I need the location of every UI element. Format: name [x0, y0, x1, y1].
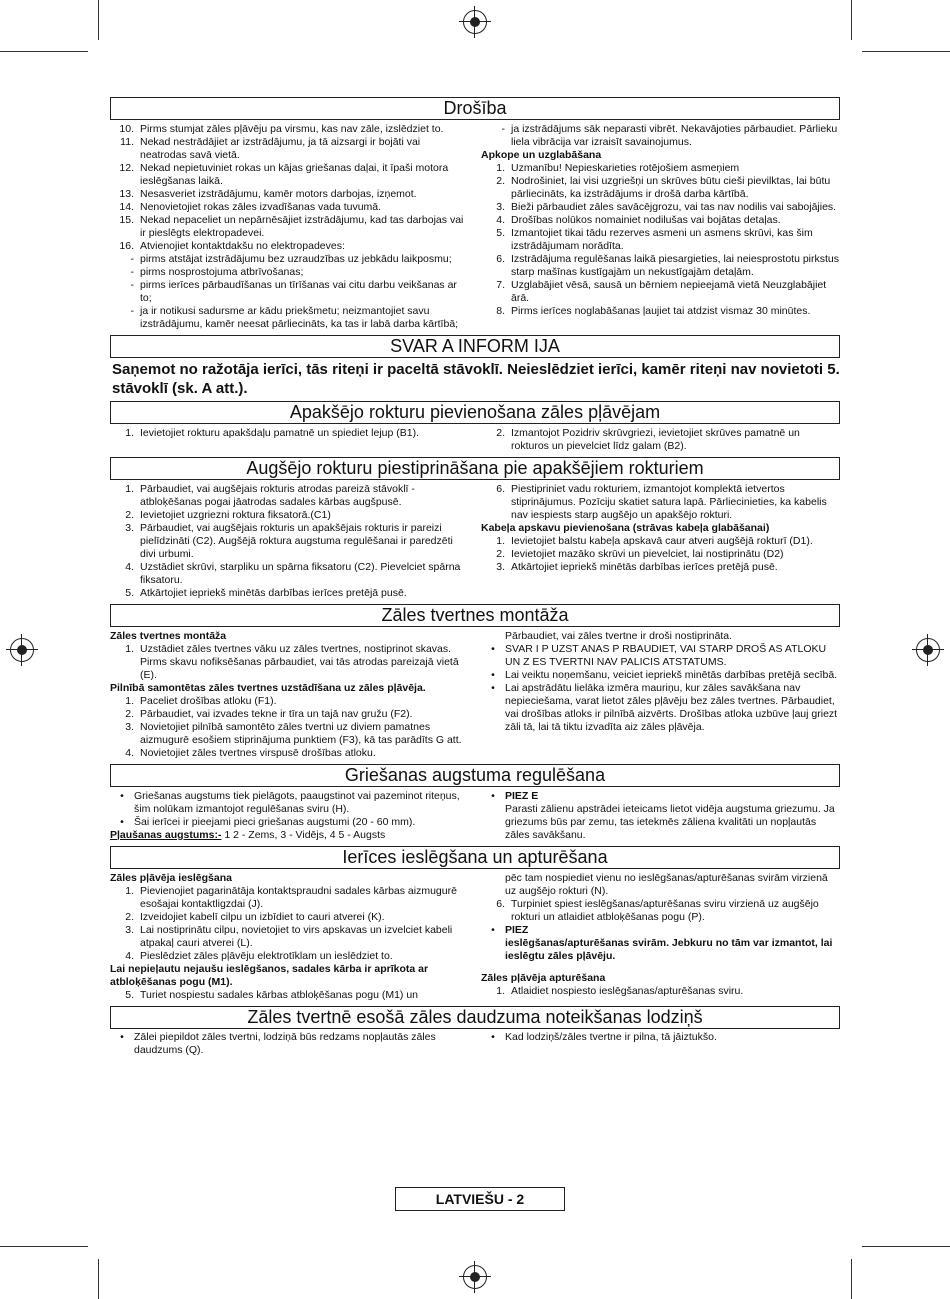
list-item: 1. Uzstādiet zāles tvertnes vāku uz zāles tvertnes, nostiprinot skavas. Pirms skavu nofiksēšanas pārbaudiet, vai tās atrodas pareizajā vietā (E). [125, 643, 459, 681]
section-title-start-stop: Ierīces ieslēgšana un apturēšana [110, 846, 840, 869]
list-item: • Kad lodziņš/zāles tvertne ir pilna, tā jāiztukšo. [491, 1031, 717, 1043]
list-item: • Griešanas augstums tiek pielāgots, paaugstinot vai pazeminot riteņus, šim nolūkam izmantojot regulēšanas sviru (H). [120, 790, 460, 815]
list-item: 3. Atkārtojiet iepriekš minētās darbības ierīces pretējā pusē. [496, 561, 778, 573]
care-subtitle: Apkope un uzglabāšana [481, 149, 602, 161]
list-item: 10. Pirms stumjat zāles pļāvēju pa virsmu, kas nav zāle, izslēdziet to. [119, 123, 444, 135]
list-item: 3. Bieži pārbaudiet zāles savācējgrozu, vai tas nav nodilis vai sabojājies. [496, 201, 837, 213]
list-item: 11. Nekad nestrādājiet ar izstrādājumu, ja tā aizsargi ir bojāti vai neatrodas savā vietā. [120, 136, 421, 161]
cable-clip-subtitle: Kabeļa apskavu pievienošana (strāvas kabeļa glabāšanai) [481, 522, 770, 534]
important-warning: Saņemot no ražotāja ierīci, tās riteņi ir paceltā stāvoklī. Neieslēdziet ierīci, kamēr riteņi nav novietoti 5. stāvoklī (sk. A att.). [112, 361, 840, 397]
list-item: 13. Nesasveriet izstrādājumu, kamēr motors darbojas, izņemot. [119, 188, 417, 200]
crop-mark [98, 1259, 99, 1299]
list-item: 7. Uzglabājiet vēsā, sausā un bērniem nepieejamā vietā Neuzglabājiet ārā. [496, 279, 827, 304]
list-item: 1. Pārbaudiet, vai augšējais rokturis atrodas pareizā stāvoklī - atbloķēšanas pogai jāatrodas sadales kārbas augšpusē. [125, 483, 415, 508]
section-title-lower-handles: Apakšējo rokturu pievienošana zāles pļāvējam [110, 401, 840, 424]
list-item: 4. Drošības nolūkos nomainiet nodilušas vai bojātas detaļas. [496, 214, 781, 226]
list-item: 2. Pārbaudiet, vai izvades tekne ir tīra un tajā nav gružu (F2). [125, 708, 413, 720]
list-item: 2. Ievietojiet mazāko skrūvi un pievelciet, lai nostiprinātu (D2) [496, 548, 784, 560]
list-item: 3. Lai nostiprinātu cilpu, novietojiet to virs apskavas un izvelciet kabeli atpakaļ cauri atverei (L). [125, 924, 453, 949]
list-item: 6. Piestipriniet vadu rokturiem, izmantojot komplektā ietvertos stiprinājumus. Pozīciju skatiet satura lapā. Pārliecinieties, ka kabelis nav iespiests starp augšējo un apakšējo rokturi. [496, 483, 827, 521]
section-title-safety: Drošība [110, 97, 840, 120]
registration-mark-icon [916, 638, 940, 662]
list-item: • Lai veiktu noņemšanu, veiciet iepriekš minētās darbības pretējā secībā. [491, 669, 838, 681]
crop-mark [862, 1246, 950, 1247]
note-item: • PIEZ [491, 924, 529, 936]
registration-mark-icon [463, 10, 487, 34]
list-item: 16. Atvienojiet kontaktdakšu no elektropadeves: [119, 240, 345, 252]
list-item: 6. Turpiniet spiest ieslēgšanas/apturēšanas sviru virzienā uz augšējo rokturi un atlaidiet atbloķēšanas pogu (P). [496, 898, 819, 923]
list-item: 5. Turiet nospiestu sadales kārbas atbloķēšanas pogu (M1) un [125, 989, 419, 1001]
crop-mark [862, 51, 950, 52]
crop-mark [0, 51, 88, 52]
paragraph: Pārbaudiet, vai zāles tvertne ir droši nostiprināta. [505, 630, 733, 642]
crop-mark [98, 0, 99, 40]
list-item: 5. Izmantojiet tikai tādu rezerves asmeni un asmens skrūvi, kas šim izstrādājumam norādīta. [496, 227, 813, 252]
list-item: • SVAR I P UZST ANAS P RBAUDIET, VAI STARP DROŠ AS ATLOKU UN Z ES TVERTNI NAV PALICIS ATSTATUMS. [491, 643, 827, 668]
section-title-important: SVAR A INFORM IJA [110, 335, 840, 358]
list-item: 14. Nenovietojiet rokas zāles izvadīšanas vada tuvumā. [119, 201, 382, 213]
list-item: 1. Atlaidiet nospiesto ieslēgšanas/apturēšanas sviru. [496, 985, 744, 997]
list-item: 3. Novietojiet pilnībā samontēto zāles tvertni uz diviem pamatnes aizmugurē esošiem stiprinājuma punktiem (F3), kā tas parādīts G att. [125, 721, 462, 746]
list-item: 2. Izveidojiet kabelī cilpu un izbīdiet to cauri atverei (K). [125, 911, 385, 923]
list-item: 1. Uzmanību! Nepieskarieties rotējošiem asmeņiem [496, 162, 740, 174]
list-item: - pirms nosprostojuma atbrīvošanas; [130, 266, 304, 278]
safety-left-column [110, 123, 469, 331]
list-item: 4. Novietojiet zāles tvertnes virspusē drošības atloku. [125, 747, 376, 759]
mowing-height-line: Pļaušanas augstums:- 1 2 - Zems, 3 - Vidējs, 4 5 - Augsts [110, 829, 386, 841]
section-title-cutting-height: Griešanas augstuma regulēšana [110, 764, 840, 787]
list-item: 2. Izmantojot Pozidriv skrūvgriezi, ievietojiet skrūves pamatnē un rokturos un pievelciet līdz galam (B2). [496, 427, 800, 452]
section-title-upper-handles: Augšējo rokturu piestiprināšana pie apakšējiem rokturiem [110, 457, 840, 480]
registration-mark-icon [10, 638, 34, 662]
note-text: ieslēgšanas/apturēšanas svirām. Jebkuru no tām var izmantot, lai ieslēgtu zāles pļāvēju. [505, 937, 833, 962]
list-item: 4. Uzstādiet skrūvi, starpliku un spārna fiksatoru (C2). Pievelciet spārna fiksatoru. [125, 561, 461, 586]
list-item: 15. Nekad nepaceliet un nepārnēsājiet izstrādājumu, kad tas darbojas vai ir pieslēgts elektropadevei. [119, 214, 464, 239]
note-text: Parasti zālienu apstrādei ieteicams lietot vidēja augstuma griezumu. Ja griezums būs par zemu, tas ietekmēs zāliena kvalitāti un nopļautās zāles savākšanu. [505, 803, 835, 841]
list-item: • Šai ierīcei ir pieejami pieci griešanas augstumi (20 - 60 mm). [120, 816, 416, 828]
list-item: 12. Nekad nepietuviniet rokas un kājas griešanas daļai, it īpaši motora ieslēgšanas laikā. [119, 162, 449, 187]
list-item: 1. Pievienojiet pagarinātāja kontaktspraudni sadales kārbas aizmugurē esošajai kontaktligzdai (J). [125, 885, 457, 910]
list-item: 1. Paceliet drošības atloku (F1). [125, 695, 277, 707]
list-item: 6. Izstrādājuma regulēšanas laikā piesargieties, lai neiesprostotu pirkstus starp mašīnas kustīgajām un nekustīgajām detaļām. [496, 253, 840, 278]
stop-subtitle: Zāles pļāvēja apturēšana [481, 972, 606, 984]
list-item: • Zālei piepildot zāles tvertni, lodziņā būs redzams nopļautās zāles daudzums (Q). [120, 1031, 436, 1056]
list-item: - ja ir notikusi sadursme ar kādu priekšmetu; neizmantojiet savu izstrādājumu, kamēr neesat pārliecināts, ka tas ir labā darba kārtībā; [130, 305, 459, 330]
manual-page [110, 97, 840, 1212]
list-item: 1. Ievietojiet rokturu apakšdaļu pamatnē un spiediet lejup (B1). [125, 427, 419, 439]
section-title-window: Zāles tvertnē esošā zāles daudzuma noteikšanas lodziņš [110, 1006, 840, 1029]
registration-mark-icon [463, 1265, 487, 1289]
list-item: 3. Pārbaudiet, vai augšējais rokturis un apakšējais rokturis ir pareizi pielīdzināti (C2). Augšējā roktura augstuma regulēšanai ir paredzēti divi urbumi. [125, 522, 453, 560]
list-item: • Lai apstrādātu lielāka izmēra mauriņu, kur zāles savākšana nav nepieciešama, varat lietot zāles pļāvēju bez zāles tvertnes. Pārbaudiet, vai drošības atloks ir pilnībā aizvērts. Drošības atloka uzbūve ļauj griezt zāli tā, lai tā tiktu izvadīta aiz zāles pļāvēja. [491, 682, 838, 733]
crop-mark [0, 1246, 88, 1247]
paragraph: pēc tam nospiediet vienu no ieslēgšanas/apturēšanas svirām virzienā uz augšējo rokturi (N). [505, 872, 828, 897]
list-item: - pirms ierīces pārbaudīšanas un tīrīšanas vai citu darbu veikšanas ar to; [130, 279, 457, 304]
crop-mark [851, 1259, 852, 1299]
section-title-grass-box: Zāles tvertnes montāža [110, 604, 840, 627]
page-footer: LATVIEŠU - 2 [395, 1187, 565, 1211]
grass-box-subtitle: Zāles tvertnes montāža [110, 630, 227, 642]
list-item: 2. Ievietojiet uzgriezni roktura fiksatorā.(C1) [125, 509, 331, 521]
grass-box-fit-subtitle: Pilnībā samontētas zāles tvertnes uzstādīšana uz zāles pļāvēja. [110, 682, 426, 694]
list-item: - ja izstrādājums sāk neparasti vibrēt. Nekavājoties pārbaudiet. Pārlieku liela vibrācija var izraisīt savainojumus. [501, 123, 838, 148]
list-item: 5. Atkārtojiet iepriekš minētās darbības ierīces pretējā pusē. [125, 587, 407, 599]
safety-right-column [481, 123, 840, 331]
list-item: 1. Ievietojiet balstu kabeļa apskavā caur atveri augšējā rokturī (D1). [496, 535, 813, 547]
start-subtitle: Zāles pļāvēja ieslēgšana [110, 872, 232, 884]
note-item: • PIEZ E [491, 790, 539, 802]
list-item: 8. Pirms ierīces noglabāšanas ļaujiet tai atdzist vismaz 30 minūtes. [496, 305, 811, 317]
list-item: 2. Nodrošiniet, lai visi uzgriešņi un skrūves būtu cieši pievilktas, lai būtu pārliecināts, ka izstrādājums ir drošā darba kārtībā. [496, 175, 831, 200]
lock-off-note: Lai nepieļautu nejaušu ieslēgšanos, sadales kārba ir aprīkota ar atbloķēšanas pogu (M1). [110, 963, 429, 988]
list-item: - pirms atstājat izstrādājumu bez uzraudzības uz jebkādu laikposmu; [130, 253, 452, 265]
list-item: 4. Pieslēdziet zāles pļāvēju elektrotīklam un ieslēdziet to. [125, 950, 393, 962]
crop-mark [851, 0, 852, 40]
